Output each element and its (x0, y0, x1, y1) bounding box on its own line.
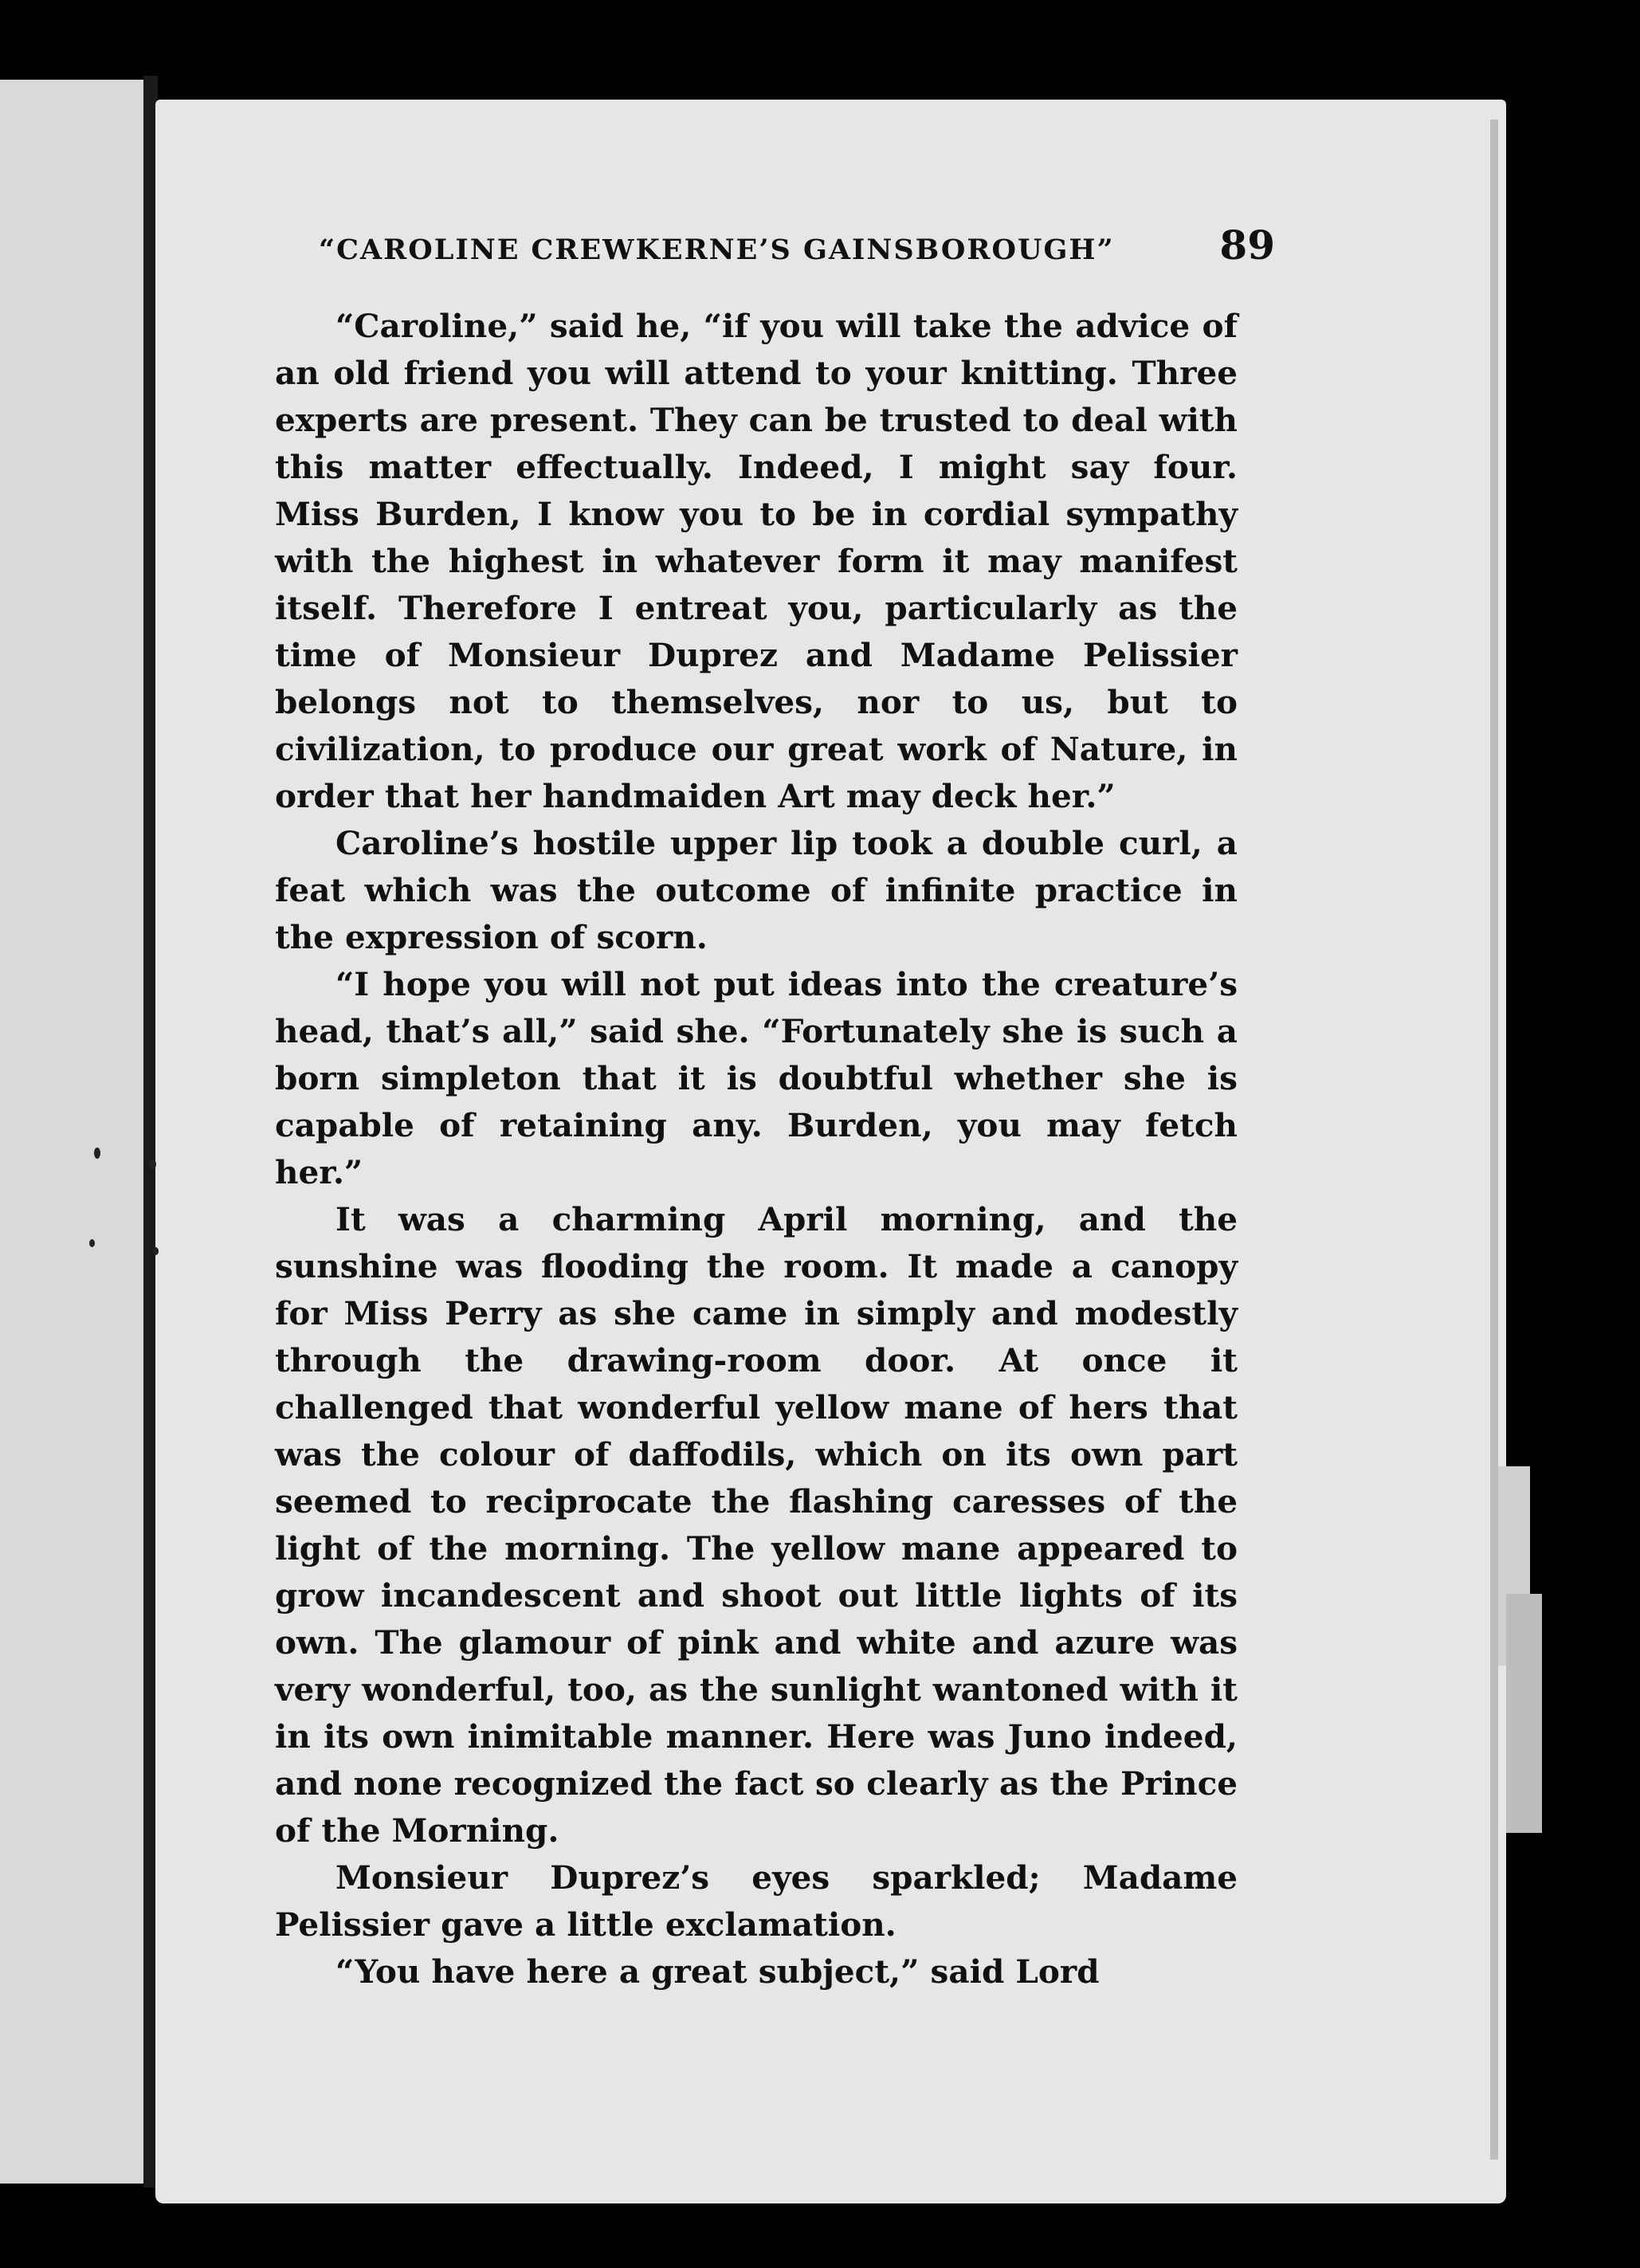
paragraph: “I hope you will not put ideas into the creature’s head, that’s all,” said she. “Fortunately she is such a born simpleton that it is doubtful whether she is capable of retaining any. Burden, you may fetch her.” (275, 965, 1238, 1191)
scan-speck (89, 1239, 95, 1247)
paragraph: Monsieur Duprez’s eyes sparkled; Madame Pelissier gave a little exclamation. (275, 1858, 1238, 1944)
page-number: 89 (1219, 222, 1275, 269)
page-tab (1506, 1594, 1542, 1833)
running-title: “CAROLINE CREWKERNE’S GAINSBOROUGH” (319, 233, 1115, 266)
paragraph: “Caroline,” said he, “if you will take the advice of an old friend you will attend to your knitting. Three experts are present. They can be trusted to deal with this matter effectually. Indeed, I might say four. Miss Burden, I know you to be in cordial sympathy with the highest in whatever form it may manifest itself. Therefore I entreat you, particularly as the time of Monsieur Duprez and Madame Pelissier belongs not to themselves, nor to us, but to civilization, to produce our great work of Nature, in order that her handmaiden Art may deck her.” (275, 307, 1238, 815)
scan-speck (150, 1160, 156, 1169)
scan-speck (94, 1148, 100, 1159)
paragraph: Caroline’s hostile upper lip took a double curl, a feat which was the outcome of infinite practice in the expression of scorn. (275, 824, 1238, 956)
body-text (275, 303, 1238, 1995)
paragraph: It was a charming April morning, and the sunshine was flooding the room. It made a canopy for Miss Perry as she came in simply and modestly through the drawing-room door. At once it challenged that wonderful yellow mane of hers that was the colour of daffodils, which on its own part seemed to reciprocate the flashing caresses of the light of the morning. The yellow mane appeared to grow incandescent and shoot out little lights of its own. The glamour of pink and white and azure was very wonderful, too, as the sunlight wantoned with it in its own inimitable manner. Here was Juno indeed, and none recognized the fact so clearly as the Prince of the Morning. (275, 1200, 1238, 1850)
running-header (319, 222, 1275, 277)
page-edge-shadow (1490, 120, 1498, 2160)
paragraph: “You have here a great subject,” said Lord (335, 1952, 1100, 1991)
previous-page-edge (0, 80, 147, 2184)
scan-speck (153, 1247, 159, 1255)
